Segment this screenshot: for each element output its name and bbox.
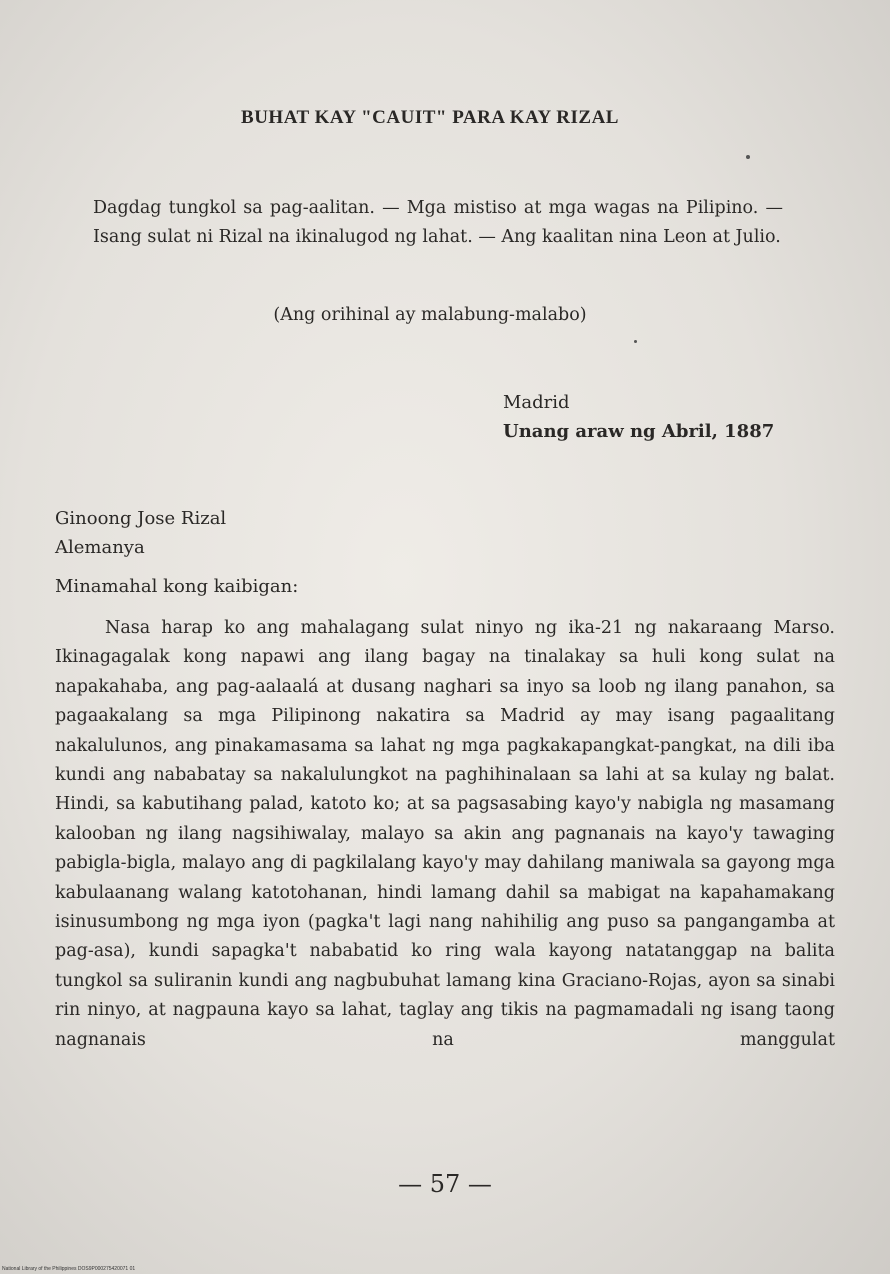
page-number: — 57 — <box>398 1170 492 1198</box>
original-note: (Ang orihinal ay malabung-malabo) <box>273 305 587 325</box>
print-speck <box>746 155 750 159</box>
salutation: Minamahal kong kaibigan: <box>55 576 299 597</box>
chapter-title: BUHAT KAY "CAUIT" PARA KAY RIZAL <box>241 107 619 128</box>
print-speck <box>634 340 637 343</box>
letter-body: Nasa harap ko ang mahalagang sulat ninyo ng ika-21 ng nakaraang Marso. Ikinagagalak kong napawi ang ilang bagay na tinalakay sa huli kong sulat na napakahaba, ang pag-aalaalá at dusang naghari sa inyo sa loob ng ilang panahon, sa pagaakalang sa mga Pilipinong nakatira sa Madrid ay may isang pagaalitang nakalulunos, ang pinakamasama sa lahat ng mga pagkakapangkat-pangkat, na dili iba kundi ang nababatay sa nakalulungkot na paghihinalaan sa lahi at sa kulay ng balat. Hindi, sa kabutihang palad, katoto ko; at sa pagsasabing kayo'y nabigla ng masamang kalooban ng ilang nagsihiwalay, malayo sa akin ang pagnanais na kayo'y tawaging pabigla-bigla, malayo ang di pagkilalang kayo'y may dahilang maniwala sa gayong mga kabulaanang walang katotohanan, hindi lamang dahil sa mabigat na kapahamakang isinusumbong ng mga iyon (pagka't lagi nang nahihilig ang puso sa pangangamba at pag-asa), kundi sapagka't nababatid ko ring wala kayong natatanggap na balita tungkol sa suliranin kundi ang nagbubuhat lamang kina Graciano-Rojas, ayon sa sinabi rin ninyo, at nagpauna kayo sa lahat, taglay ang tikis na pagmamadali ng isang taong nagnanais na manggulat <box>55 618 835 1050</box>
recipient-block <box>55 504 226 562</box>
recipient-location: Alemanya <box>55 537 145 558</box>
letter-date: Unang araw ng Abril, 1887 <box>503 421 775 442</box>
footer-watermark: National Library of the Philippines DOS9P000275420071 01 <box>2 1266 136 1272</box>
recipient-name: Ginoong Jose Rizal <box>55 508 227 529</box>
letter-heading <box>503 388 774 446</box>
chapter-summary: Dagdag tungkol sa pag-aalitan. — Mga mistiso at mga wagas na Pilipino. — Isang sulat ni Rizal na ikinalugod ng lahat. — Ang kaalitan nina Leon at Julio. <box>93 198 783 247</box>
letter-place: Madrid <box>503 392 570 413</box>
